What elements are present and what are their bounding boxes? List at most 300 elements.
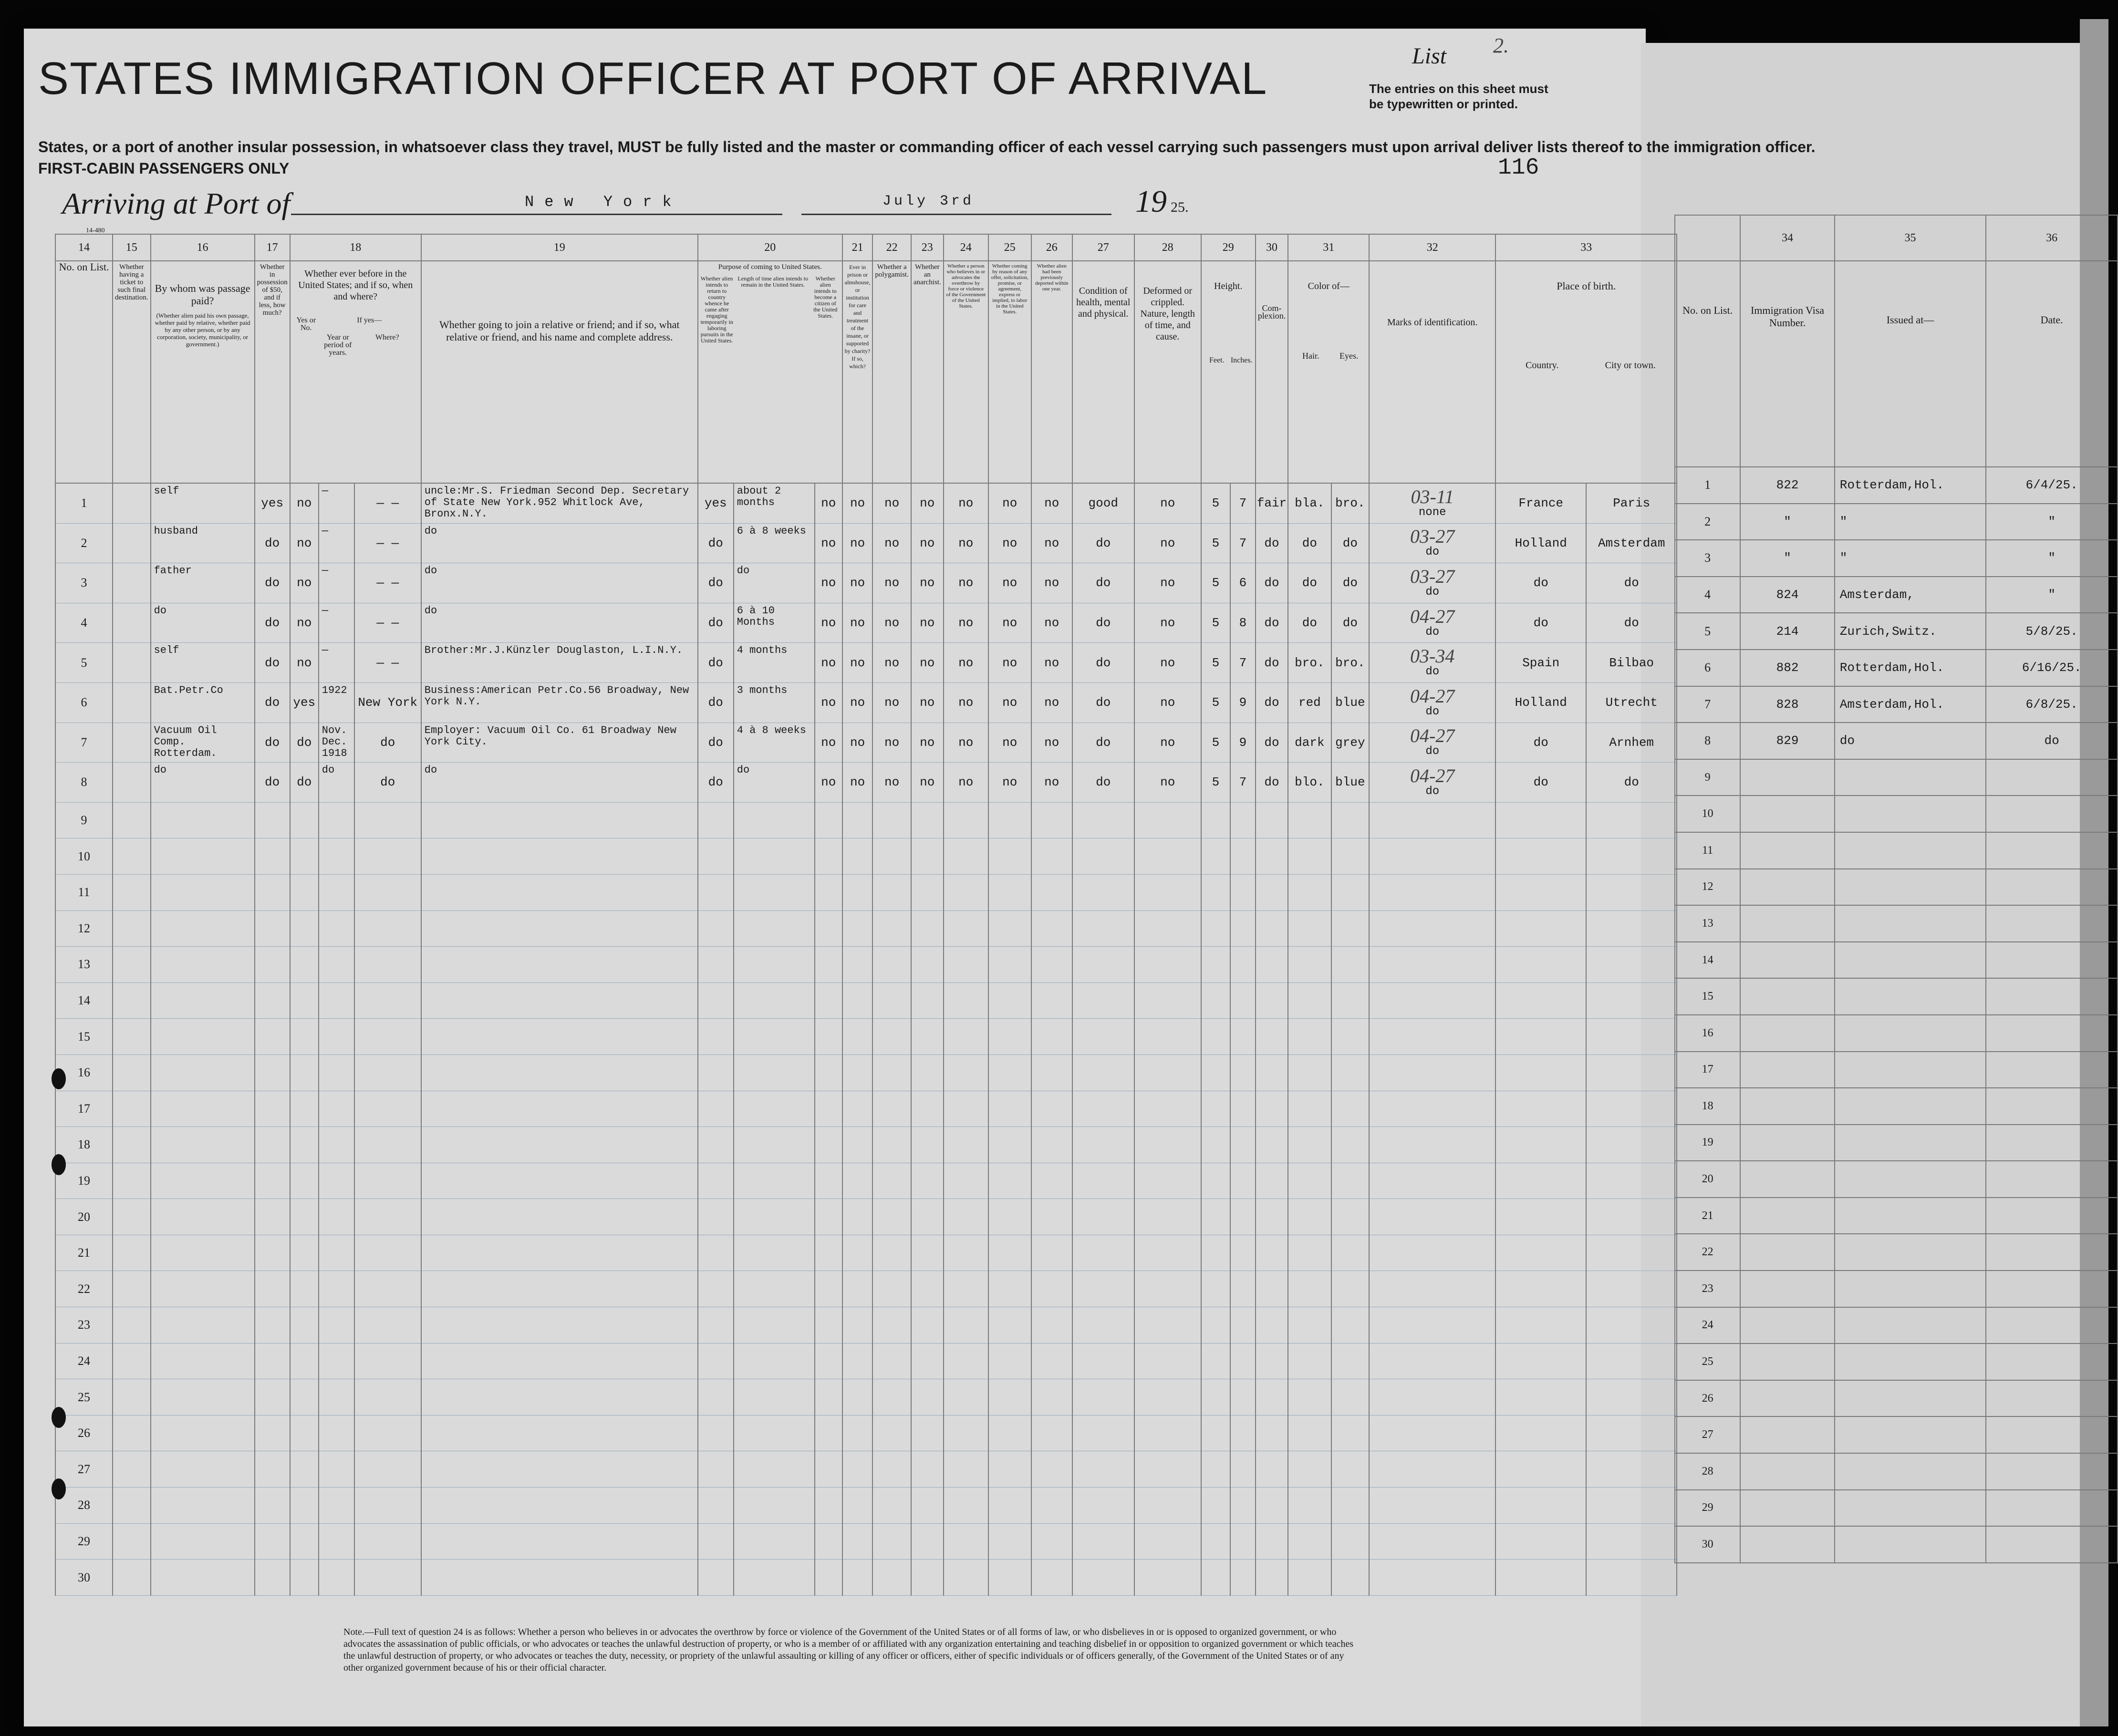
marks-typed: do xyxy=(1425,665,1440,679)
empty-cell xyxy=(421,1054,698,1091)
footnote-q24: Note.—Full text of question 24 is as follows: Whether a person who believes in or advocates the overthrow by force or violence of the Government of the United States or of all forms of law, or who disbelieves in or is opposed to organized government, or who advocates the assassination of public officials, or who advocates or teaches the unlawful destruction of property, or who is a member of or affiliated with any organization entertaining and teaching disbelief in or opposition to organized government or which teaches the unlawful destruction of property, or who advocates or teaches the duty, necessity, or propriety of the unlawful assaulting or killing of any officer or officers, either of specific individuals or of officers generally, of the Government of the United States or of any other organized government because of his or their official character. xyxy=(343,1627,1354,1673)
empty-cell xyxy=(1072,838,1134,875)
cell-temp: do xyxy=(698,682,734,723)
empty-cell xyxy=(1369,1054,1495,1091)
table-row xyxy=(55,483,1677,523)
header-before-yesno: Yes or No. xyxy=(296,316,316,332)
empty-cell xyxy=(1288,1488,1331,1524)
empty-cell xyxy=(1256,910,1288,947)
visa-empty-cell xyxy=(1740,1380,1835,1417)
visa-empty-cell xyxy=(1986,869,2118,906)
visa-row-empty xyxy=(1675,1416,2118,1453)
empty-cell xyxy=(1201,1451,1230,1488)
marks-handwritten: 04-27 xyxy=(1410,725,1455,747)
empty-cell xyxy=(842,1560,873,1596)
empty-cell xyxy=(354,1163,421,1199)
entries-note-line-1: The entries on this sheet must xyxy=(1369,82,1548,96)
col-num-16: 16 xyxy=(151,234,255,261)
empty-cell xyxy=(319,947,354,983)
empty-cell xyxy=(815,1019,842,1055)
empty-cell xyxy=(319,1488,354,1524)
visa-row-empty xyxy=(1675,1526,2118,1563)
empty-cell xyxy=(113,1560,151,1596)
empty-cell xyxy=(1072,1271,1134,1307)
visa-row-empty xyxy=(1675,1125,2118,1161)
empty-cell xyxy=(255,1019,290,1055)
empty-cell xyxy=(1256,1488,1288,1524)
cell-complexion: do xyxy=(1256,563,1288,603)
empty-cell xyxy=(1230,1054,1256,1091)
empty-cell xyxy=(319,1127,354,1163)
col-num-33: 33 xyxy=(1495,234,1677,261)
cell-paid-by: Vacuum Oil Comp. Rotterdam. xyxy=(151,723,255,763)
empty-cell xyxy=(1495,982,1586,1019)
cell-temp: do xyxy=(698,563,734,603)
empty-cell xyxy=(872,1451,911,1488)
header-height-feet: Feet. xyxy=(1209,356,1225,364)
empty-cell xyxy=(842,1271,873,1307)
empty-cell xyxy=(1031,1127,1072,1163)
year-prefix: 19 xyxy=(1135,184,1167,219)
visa-row-empty xyxy=(1675,1234,2118,1271)
binder-hole xyxy=(52,1068,66,1089)
binder-hole xyxy=(52,1478,66,1499)
header-passage-paid xyxy=(151,261,255,483)
marks-handwritten: 03-11 xyxy=(1411,486,1454,507)
empty-cell xyxy=(1201,1127,1230,1163)
empty-cell xyxy=(1072,1199,1134,1235)
visa-cell-date: do xyxy=(1986,723,2118,759)
cell-marks xyxy=(1369,483,1495,523)
empty-cell xyxy=(1134,1343,1201,1379)
visa-empty-cell xyxy=(1740,1271,1835,1307)
visa-header-no: No. on List. xyxy=(1675,261,1740,467)
empty-cell xyxy=(1201,874,1230,910)
empty-cell xyxy=(842,982,873,1019)
empty-cell xyxy=(1134,1163,1201,1199)
empty-cell xyxy=(290,1415,319,1451)
empty-cell xyxy=(151,874,255,910)
cell-complexion: do xyxy=(1256,643,1288,683)
empty-cell xyxy=(1586,1271,1677,1307)
empty-cell xyxy=(815,1163,842,1199)
cell-deformed: no xyxy=(1134,603,1201,643)
empty-cell xyxy=(1331,1019,1370,1055)
visa-cell-date: 6/16/25. xyxy=(1986,650,2118,686)
header-purpose-length: Length of time alien intends to remain in the United States. xyxy=(737,275,809,288)
visa-row-number: 15 xyxy=(1675,978,1740,1015)
empty-cell xyxy=(842,1019,873,1055)
cell-poly: no xyxy=(872,723,911,763)
cell-c26: no xyxy=(1031,723,1072,763)
visa-row-number: 23 xyxy=(1675,1271,1740,1307)
empty-cell xyxy=(255,910,290,947)
visa-empty-cell xyxy=(1986,1161,2118,1198)
header-birth-title: Place of birth. xyxy=(1557,280,1616,292)
visa-row-empty xyxy=(1675,1307,2118,1344)
visa-row-empty xyxy=(1675,1271,2118,1307)
empty-cell xyxy=(1072,1343,1134,1379)
empty-cell xyxy=(1072,1560,1134,1596)
empty-cell xyxy=(1072,910,1134,947)
empty-cell xyxy=(113,1415,151,1451)
row-number: 13 xyxy=(55,947,113,983)
cell-c24: no xyxy=(944,763,988,803)
cell-c25: no xyxy=(988,682,1031,723)
cell-feet: 5 xyxy=(1201,682,1230,723)
empty-cell xyxy=(815,1091,842,1127)
table-row-empty xyxy=(55,1379,1677,1416)
visa-row-number: 29 xyxy=(1675,1490,1740,1527)
empty-cell xyxy=(698,910,734,947)
cell-deformed: no xyxy=(1134,723,1201,763)
visa-row-number: 16 xyxy=(1675,1015,1740,1052)
empty-cell xyxy=(255,1199,290,1235)
empty-cell xyxy=(1586,1343,1677,1379)
cell-city: Utrecht xyxy=(1586,682,1677,723)
cell-inches: 7 xyxy=(1230,763,1256,803)
empty-cell xyxy=(944,1307,988,1343)
empty-cell xyxy=(911,1488,944,1524)
empty-cell xyxy=(815,1307,842,1343)
cell-health: do xyxy=(1072,682,1134,723)
cell-c26: no xyxy=(1031,563,1072,603)
empty-cell xyxy=(354,1019,421,1055)
empty-cell xyxy=(1288,1451,1331,1488)
empty-cell xyxy=(1256,1235,1288,1271)
empty-cell xyxy=(1586,910,1677,947)
empty-cell xyxy=(1288,1415,1331,1451)
empty-cell xyxy=(1134,1488,1201,1524)
visa-header-issued: Issued at— xyxy=(1835,261,1986,467)
header-before-where: Where? xyxy=(375,333,399,341)
empty-cell xyxy=(1331,1307,1370,1343)
empty-cell xyxy=(1586,1054,1677,1091)
visa-cell-issued: Rotterdam,Hol. xyxy=(1835,467,1986,504)
cell-length: 6 à 8 weeks xyxy=(734,523,815,563)
empty-cell xyxy=(1586,1091,1677,1127)
visa-empty-cell xyxy=(1986,1015,2118,1052)
empty-cell xyxy=(1031,1415,1072,1451)
row-number: 22 xyxy=(55,1271,113,1307)
empty-cell xyxy=(255,947,290,983)
empty-cell xyxy=(1072,1307,1134,1343)
cell-citizen: no xyxy=(815,763,842,803)
empty-cell xyxy=(988,1271,1031,1307)
empty-cell xyxy=(1230,1199,1256,1235)
empty-cell xyxy=(1201,838,1230,875)
cell-country: France xyxy=(1495,483,1586,523)
visa-cell-date: " xyxy=(1986,504,2118,540)
empty-cell xyxy=(354,1451,421,1488)
visa-col-num-34: 34 xyxy=(1740,215,1835,261)
empty-cell xyxy=(1288,1127,1331,1163)
empty-cell xyxy=(421,1163,698,1199)
cell-complexion: fair xyxy=(1256,483,1288,523)
empty-cell xyxy=(944,1163,988,1199)
visa-cell-issued: do xyxy=(1835,723,1986,759)
empty-cell xyxy=(1230,1560,1256,1596)
row-number: 10 xyxy=(55,838,113,875)
empty-cell xyxy=(1256,838,1288,875)
empty-cell xyxy=(1331,1054,1370,1091)
empty-cell xyxy=(842,1523,873,1560)
empty-cell xyxy=(290,1019,319,1055)
cell-inches: 7 xyxy=(1230,523,1256,563)
row-number: 28 xyxy=(55,1488,113,1524)
header-anarchist: Whether an anarchist. xyxy=(911,261,944,483)
cell-country: do xyxy=(1495,563,1586,603)
empty-cell xyxy=(1369,910,1495,947)
visa-empty-cell xyxy=(1740,1125,1835,1161)
cell-relative: do xyxy=(421,563,698,603)
year-suffix: 25. xyxy=(1171,199,1189,215)
empty-cell xyxy=(842,1199,873,1235)
visa-empty-cell xyxy=(1986,1198,2118,1234)
empty-cell xyxy=(988,1127,1031,1163)
empty-cell xyxy=(872,1199,911,1235)
empty-cell xyxy=(872,1235,911,1271)
table-row-empty xyxy=(55,874,1677,910)
empty-cell xyxy=(113,1235,151,1271)
empty-cell xyxy=(1586,874,1677,910)
empty-cell xyxy=(1230,982,1256,1019)
empty-cell xyxy=(1369,1235,1495,1271)
cell-length: 3 months xyxy=(734,682,815,723)
cell-paid-by: father xyxy=(151,563,255,603)
empty-cell xyxy=(1288,1199,1331,1235)
visa-empty-cell xyxy=(1986,1380,2118,1417)
empty-cell xyxy=(815,1415,842,1451)
empty-cell xyxy=(911,982,944,1019)
empty-cell xyxy=(319,838,354,875)
empty-cell xyxy=(911,1379,944,1416)
empty-cell xyxy=(842,947,873,983)
empty-cell xyxy=(1134,1199,1201,1235)
empty-cell xyxy=(944,874,988,910)
empty-cell xyxy=(1230,1523,1256,1560)
empty-cell xyxy=(698,1523,734,1560)
empty-cell xyxy=(944,1560,988,1596)
cell-before: no xyxy=(290,643,319,683)
empty-cell xyxy=(1288,1019,1331,1055)
empty-cell xyxy=(1134,1415,1201,1451)
visa-row-number: 28 xyxy=(1675,1453,1740,1490)
empty-cell xyxy=(911,874,944,910)
header-before-in-us xyxy=(290,261,421,483)
empty-cell xyxy=(1369,1307,1495,1343)
empty-cell xyxy=(1288,910,1331,947)
visa-row xyxy=(1675,540,2118,577)
empty-cell xyxy=(290,1451,319,1488)
empty-cell xyxy=(354,1523,421,1560)
cell-c24: no xyxy=(944,723,988,763)
visa-cell-issued: Amsterdam, xyxy=(1835,577,1986,613)
visa-empty-cell xyxy=(1835,1161,1986,1198)
col-num-22: 22 xyxy=(872,234,911,261)
col-num-20: 20 xyxy=(698,234,842,261)
visa-row-empty xyxy=(1675,1453,2118,1490)
empty-cell xyxy=(944,1523,988,1560)
empty-cell xyxy=(734,1127,815,1163)
empty-cell xyxy=(1230,1307,1256,1343)
empty-cell xyxy=(1201,1307,1230,1343)
empty-cell xyxy=(354,1560,421,1596)
empty-cell xyxy=(698,1019,734,1055)
cell-citizen: no xyxy=(815,723,842,763)
empty-cell xyxy=(1288,1235,1331,1271)
empty-cell xyxy=(151,982,255,1019)
empty-cell xyxy=(1369,1523,1495,1560)
row-number: 27 xyxy=(55,1451,113,1488)
year xyxy=(1135,184,1189,220)
empty-cell xyxy=(151,947,255,983)
empty-cell xyxy=(1495,1343,1586,1379)
cell-deformed: no xyxy=(1134,563,1201,603)
empty-cell xyxy=(255,1091,290,1127)
cell-hair: do xyxy=(1288,523,1331,563)
manifest-table xyxy=(55,234,1677,1596)
date-value: July 3rd xyxy=(882,193,975,209)
table-row-empty xyxy=(55,1235,1677,1271)
cell-temp: do xyxy=(698,763,734,803)
empty-cell xyxy=(872,982,911,1019)
empty-cell xyxy=(319,982,354,1019)
cell-c25: no xyxy=(988,523,1031,563)
table-row-empty xyxy=(55,1488,1677,1524)
header-height-inches: Inches. xyxy=(1230,356,1253,364)
empty-cell xyxy=(944,982,988,1019)
empty-cell xyxy=(1072,1163,1134,1199)
empty-cell xyxy=(1495,1235,1586,1271)
empty-cell xyxy=(1072,947,1134,983)
empty-cell xyxy=(1031,1560,1072,1596)
cell-c26: no xyxy=(1031,523,1072,563)
empty-cell xyxy=(842,874,873,910)
empty-cell xyxy=(988,1199,1031,1235)
empty-cell xyxy=(354,1415,421,1451)
header-q25: Whether coming by reason of any offer, solicitation, promise, or agreement, express or implied, to labor in the United States. xyxy=(988,261,1031,483)
empty-cell xyxy=(1288,1163,1331,1199)
empty-cell xyxy=(255,1415,290,1451)
cell-city: do xyxy=(1586,603,1677,643)
visa-empty-cell xyxy=(1986,1453,2118,1490)
cell-money: do xyxy=(255,603,290,643)
cell-where: — — xyxy=(354,643,421,683)
empty-cell xyxy=(1134,1451,1201,1488)
empty-cell xyxy=(1230,838,1256,875)
empty-cell xyxy=(1256,802,1288,838)
visa-row-empty xyxy=(1675,759,2118,796)
cell-health: do xyxy=(1072,563,1134,603)
visa-cell-no: 5 xyxy=(1675,613,1740,650)
header-color-title: Color of— xyxy=(1308,281,1350,291)
empty-cell xyxy=(421,1091,698,1127)
header-purpose-title: Purpose of coming to United States. xyxy=(718,263,822,271)
empty-cell xyxy=(911,1523,944,1560)
empty-cell xyxy=(290,910,319,947)
marks-typed: none xyxy=(1418,506,1446,519)
empty-cell xyxy=(1369,1199,1495,1235)
visa-row-empty xyxy=(1675,1343,2118,1380)
empty-cell xyxy=(1256,1019,1288,1055)
empty-cell xyxy=(421,1451,698,1488)
col-num-17: 17 xyxy=(255,234,290,261)
empty-cell xyxy=(734,1488,815,1524)
empty-cell xyxy=(944,947,988,983)
empty-cell xyxy=(1031,1091,1072,1127)
empty-cell xyxy=(290,1127,319,1163)
empty-cell xyxy=(354,1343,421,1379)
ticket-cell xyxy=(113,563,151,603)
empty-cell xyxy=(698,1488,734,1524)
visa-number-row xyxy=(1675,215,2118,261)
empty-cell xyxy=(911,1415,944,1451)
empty-cell xyxy=(1331,838,1370,875)
empty-cell xyxy=(354,802,421,838)
cell-health: do xyxy=(1072,523,1134,563)
empty-cell xyxy=(1369,1127,1495,1163)
empty-cell xyxy=(1495,1054,1586,1091)
marks-typed: do xyxy=(1425,705,1440,718)
empty-cell xyxy=(1331,1199,1370,1235)
visa-row-number: 26 xyxy=(1675,1380,1740,1417)
header-ticket: Whether having a ticket to such final destination. xyxy=(113,261,151,483)
cell-paid-by: self xyxy=(151,643,255,683)
cell-relative: do xyxy=(421,603,698,643)
ticket-cell xyxy=(113,643,151,683)
cell-inches: 9 xyxy=(1230,682,1256,723)
empty-cell xyxy=(944,1127,988,1163)
empty-cell xyxy=(1031,1343,1072,1379)
row-number: 5 xyxy=(55,643,113,683)
visa-row-number: 20 xyxy=(1675,1161,1740,1198)
empty-cell xyxy=(988,947,1031,983)
empty-cell xyxy=(1031,1019,1072,1055)
empty-cell xyxy=(255,838,290,875)
table-row-empty xyxy=(55,1415,1677,1451)
empty-cell xyxy=(944,838,988,875)
cell-eyes: grey xyxy=(1331,723,1370,763)
empty-cell xyxy=(734,1415,815,1451)
empty-cell xyxy=(988,982,1031,1019)
empty-cell xyxy=(113,982,151,1019)
cell-anarch: no xyxy=(911,682,944,723)
empty-cell xyxy=(255,1307,290,1343)
empty-cell xyxy=(113,838,151,875)
empty-cell xyxy=(1288,1343,1331,1379)
empty-cell xyxy=(1331,1415,1370,1451)
empty-cell xyxy=(1230,1091,1256,1127)
visa-row xyxy=(1675,650,2118,686)
cell-country: Holland xyxy=(1495,682,1586,723)
cell-eyes: blue xyxy=(1331,682,1370,723)
empty-cell xyxy=(255,1235,290,1271)
header-birth-country: Country. xyxy=(1526,360,1559,371)
row-number: 8 xyxy=(55,763,113,803)
visa-empty-cell xyxy=(1986,1490,2118,1527)
empty-cell xyxy=(1072,1127,1134,1163)
empty-cell xyxy=(815,838,842,875)
empty-cell xyxy=(1134,1379,1201,1416)
table-row-empty xyxy=(55,1307,1677,1343)
empty-cell xyxy=(290,947,319,983)
empty-cell xyxy=(815,1488,842,1524)
empty-cell xyxy=(911,1235,944,1271)
empty-cell xyxy=(255,1054,290,1091)
empty-cell xyxy=(815,947,842,983)
empty-cell xyxy=(1586,802,1677,838)
